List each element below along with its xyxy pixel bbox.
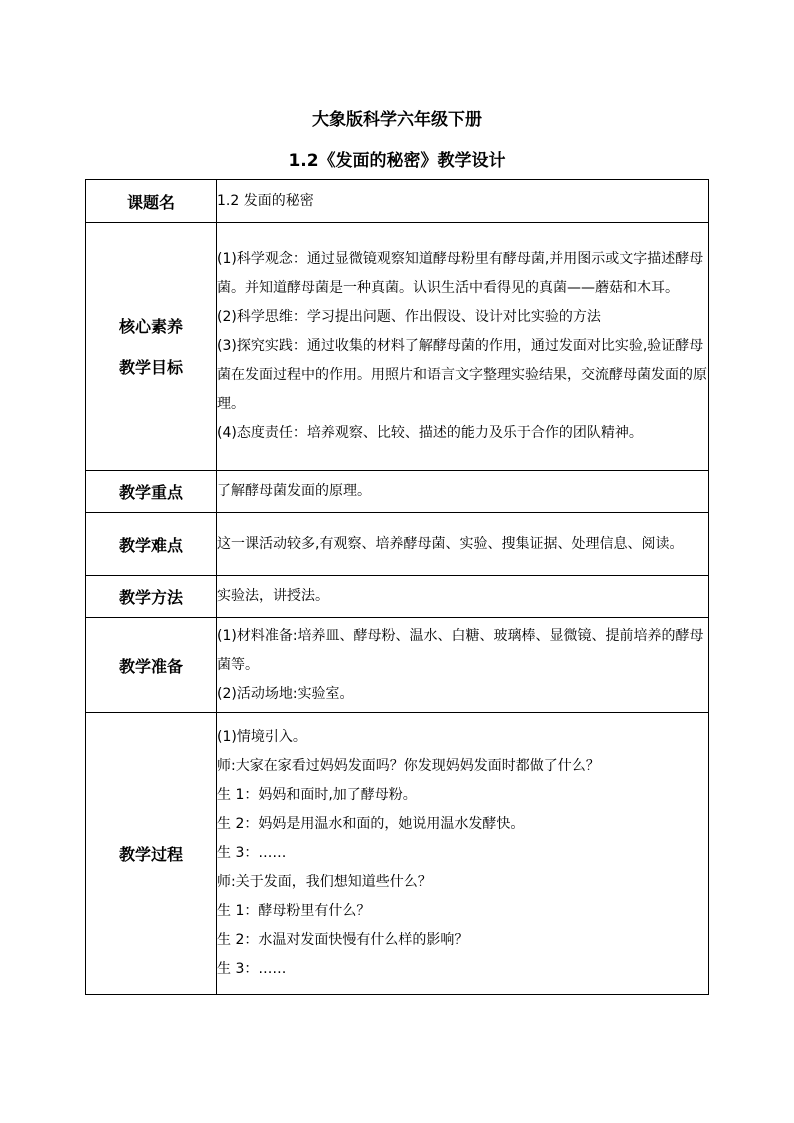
topic-content: 1.2 发面的秘密: [217, 180, 709, 223]
preparation-paragraph: (2)活动场地:实验室。: [217, 685, 354, 702]
preparation-label: 教学准备: [86, 618, 217, 713]
topic-label: 课题名: [86, 180, 217, 223]
table-row-method: [86, 576, 709, 618]
key-point-content: 了解酵母菌发面的原理。: [217, 471, 709, 513]
process-label: 教学过程: [86, 713, 217, 995]
process-line: 师:大家在家看过妈妈发面吗？你发现妈妈发面时都做了什么？: [217, 758, 600, 774]
goal-paragraph: (1)科学观念：通过显微镜观察知道酵母粉里有酵母菌,并用图示或文字描述酵母菌。并知道酵母菌是一种真菌。认识生活中看得见的真菌——蘑菇和木耳。: [217, 251, 704, 296]
process-line: 生 1：酵母粉里有什么？: [217, 903, 371, 919]
process-content: [217, 713, 709, 995]
key-point-label: 教学重点: [86, 471, 217, 513]
table-row-difficulty: [86, 513, 709, 576]
goals-label: [86, 223, 217, 471]
goal-paragraph: (3)探究实践：通过收集的材料了解酵母菌的作用，通过发面对比实验,验证酵母菌在发面过程中的作用。用照片和语言文字整理实验结果，交流酵母菌发面的原理。: [217, 338, 707, 412]
method-content: 实验法，讲授法。: [217, 576, 709, 618]
process-line: 生 3：……: [217, 961, 287, 977]
table-row-key-point: [86, 471, 709, 513]
table-row-process: [86, 713, 709, 995]
preparation-paragraph: (1)材料准备:培养皿、酵母粉、温水、白糖、玻璃棒、显微镜、提前培养的酵母菌等。: [217, 627, 704, 673]
goal-paragraph: (2)科学思维：学习提出问题、作出假设、设计对比实验的方法: [217, 309, 601, 325]
process-line: 生 2：妈妈是用温水和面的，她说用温水发酵快。: [217, 816, 525, 832]
difficulty-content: 这一课活动较多,有观察、培养酵母菌、实验、搜集证据、处理信息、阅读。: [217, 513, 709, 576]
table-row-topic: [86, 180, 709, 223]
table-row-preparation: [86, 618, 709, 713]
process-line: 生 1：妈妈和面时,加了酵母粉。: [217, 787, 417, 803]
goal-paragraph: (4)态度责任：培养观察、比较、描述的能力及乐于合作的团队精神。: [217, 425, 643, 441]
lesson-plan-table: [85, 179, 709, 995]
process-line: 师:关于发面，我们想知道些什么？: [217, 874, 432, 890]
table-row-goals: [86, 223, 709, 471]
lesson-title: 1.2《发面的秘密》教学设计: [288, 151, 506, 171]
method-label: 教学方法: [86, 576, 217, 618]
process-line: 生 2：水温对发面快慢有什么样的影响？: [217, 932, 469, 948]
process-line: (1)情境引入。: [217, 729, 307, 745]
process-line: 生 3：……: [217, 845, 287, 861]
goals-label-line1: 核心素养: [118, 316, 183, 336]
preparation-content: [217, 618, 709, 713]
goals-label-line2: 教学目标: [118, 357, 183, 377]
goals-content: [217, 223, 709, 471]
difficulty-label: 教学难点: [86, 513, 217, 576]
document-title: 大象版科学六年级下册: [312, 110, 482, 130]
